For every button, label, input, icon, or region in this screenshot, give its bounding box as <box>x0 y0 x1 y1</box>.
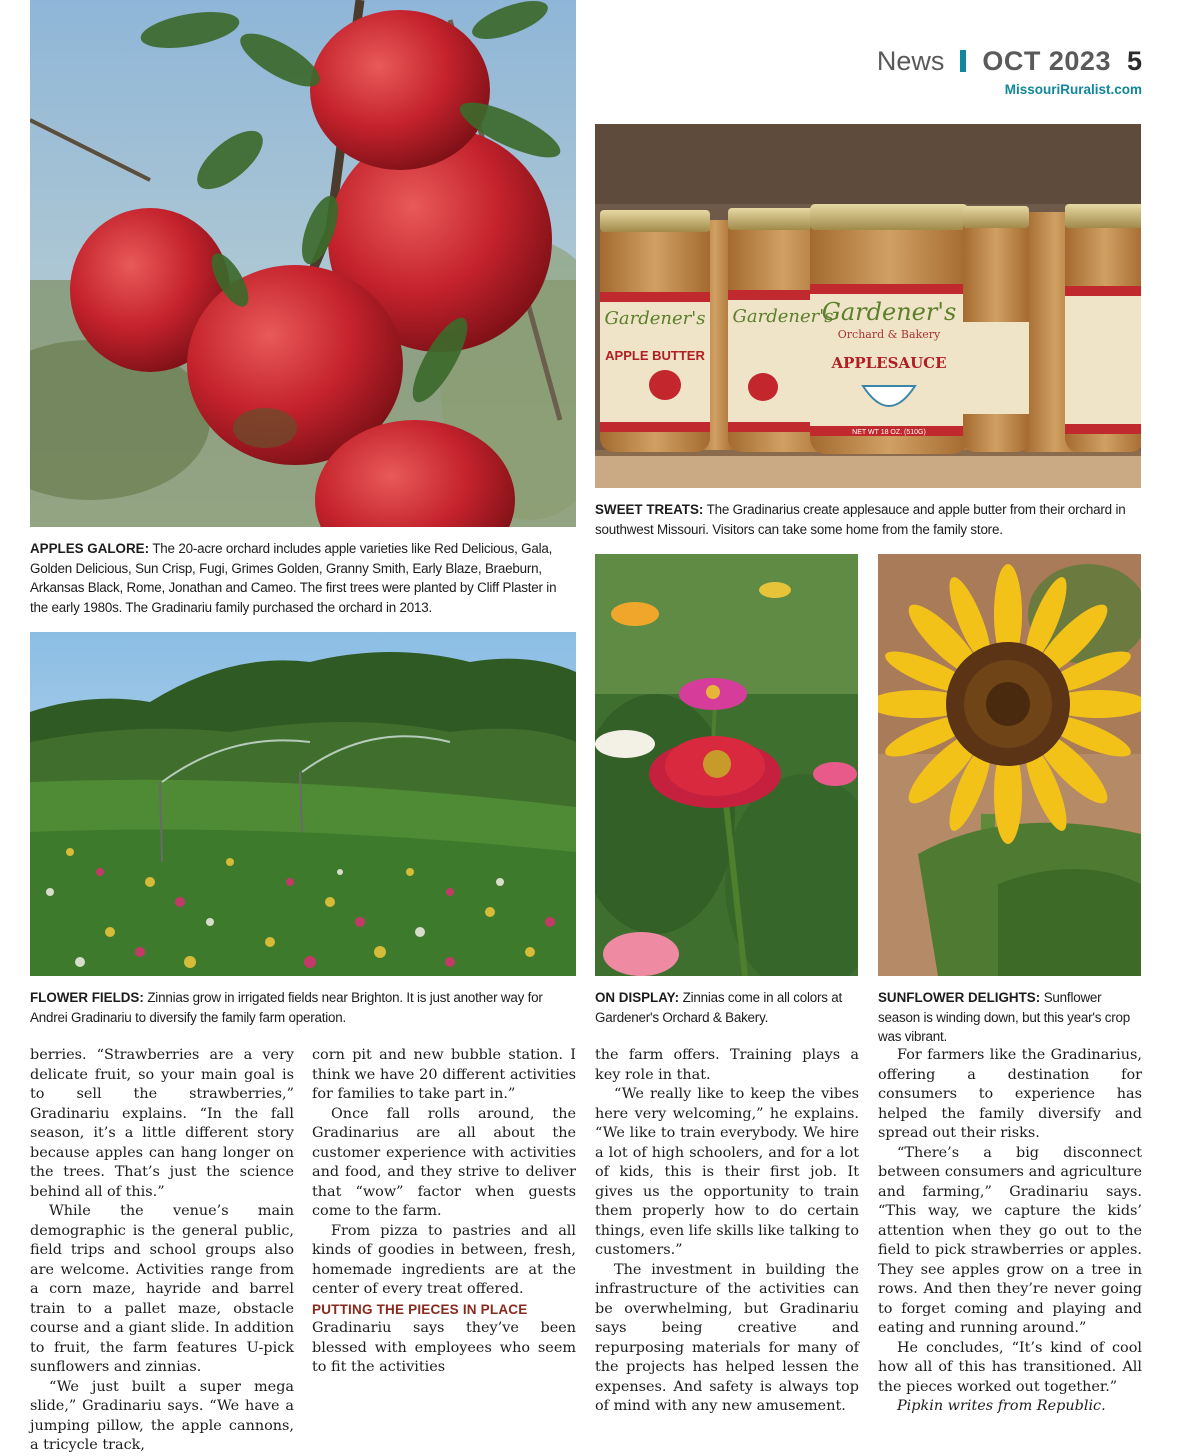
jar-net-wt: NET WT 18 OZ. (510G) <box>852 429 926 436</box>
page-header <box>877 44 1142 78</box>
jar-label-apple-butter: APPLE BUTTER <box>605 348 705 363</box>
section-label: News <box>876 45 945 76</box>
paragraph: He concludes, “It’s kind of cool how all of this has transitioned. All the pieces worked out together.” <box>878 1339 1142 1395</box>
paragraph: berries. “Strawberries are a very delicate fruit, so your main goal is to sell the strawberries,” Gradinariu explains. “In the fall season, it’s a little different story because apples can hang longer on the trees. That’s just the science behind all of this.” <box>30 1047 294 1200</box>
caption-apples-galore <box>30 539 576 617</box>
jar-brand-left: Gardener's <box>604 308 706 329</box>
jar-label-applesauce: APPLESAUCE <box>831 354 947 372</box>
paragraph: the farm offers. Training plays a key role in that. <box>595 1047 859 1083</box>
paragraph: For farmers like the Gradinarius, offering a destination for consumers to experience has helped the family diversify and spread out their risks. <box>878 1047 1142 1141</box>
caption-flower-fields <box>30 988 576 1027</box>
article-column-3 <box>595 1046 859 1417</box>
jar-brand-mid: Gardener's <box>732 306 834 327</box>
header-divider <box>960 50 966 72</box>
apples-photo <box>30 0 576 527</box>
caption-text: The Gradinarius create applesauce and apple butter from their orchard in southwest Missouri. Visitors can take some home from the family store. <box>595 502 1126 537</box>
caption-lead: SWEET TREATS: <box>595 502 704 517</box>
caption-text: Zinnias grow in irrigated fields near Brighton. It is just another way for Andrei Gradinariu to diversify the family farm operation. <box>30 990 543 1025</box>
caption-text: Zinnias come in all colors at Gardener's Orchard & Bakery. <box>595 990 843 1025</box>
caption-sweet-treats <box>595 500 1141 539</box>
paragraph: Gradinariu says they’ve been blessed with employees who seem to fit the activities <box>312 1320 576 1375</box>
article-column-2 <box>312 1046 576 1378</box>
issue-date: OCT 2023 <box>982 45 1111 76</box>
paragraph: “We really like to keep the vibes here very welcoming,” he explains. “We like to train everybody. We hire a lot of high schoolers, and for a lot of kids, this is their first job. It gives us the opportunity to train them properly how to do certain things, even life skills like talking to customers.” <box>595 1086 859 1258</box>
jars-photo <box>595 124 1141 488</box>
paragraph: corn pit and new bubble station. I think we have 20 different activities for families to take part in.” <box>312 1047 576 1102</box>
article-column-1 <box>30 1046 294 1456</box>
paragraph: While the venue’s main demographic is the general public, field trips and school groups also are welcome. Activities range from a corn maze, hayride and barrel train to a pallet maze, obstacle course and a giant slide. In addition to fruit, the farm features U-pick sunflowers and zinnias. <box>30 1203 294 1375</box>
jar-brand-center: Gardener's <box>821 298 957 326</box>
caption-lead: SUNFLOWER DELIGHTS: <box>878 990 1041 1005</box>
paragraph: Once fall rolls around, the Gradinarius are all about the customer experience with activities and food, and they strive to deliver that “wow” factor when guests come to the farm. <box>312 1105 576 1219</box>
caption-text: The 20-acre orchard includes apple varieties like Red Delicious, Gala, Golden Delicious, Sun Crisp, Fugi, Grimes Golden, Granny Smith, Early Blaze, Braeburn, Arkansas Black, Rome, Jonathan and Cameo. The first trees were planted by Cliff Plaster in the early 1980s. The Gradinariu family purchased the orchard in 2013. <box>30 541 557 615</box>
author-byline: Pipkin writes from Republic. <box>897 1398 1106 1414</box>
subhead: PUTTING THE PIECES IN PLACE <box>312 1301 528 1317</box>
caption-sunflower-delights <box>878 988 1141 1047</box>
caption-lead: APPLES GALORE: <box>30 541 150 556</box>
sunflower-photo <box>878 554 1141 976</box>
page-number: 5 <box>1126 45 1142 76</box>
paragraph: From pizza to pastries and all kinds of goodies in between, fresh, homemade ingredients are at the center of every treat offered. <box>312 1222 576 1297</box>
paragraph: “There’s a big disconnect between consumers and agriculture and farming,” Gradinariu says. “This way, we capture the kids’ attention when they go out to the field to pick strawberries or apples. They see apples grow on a tree in rows. And then they’re never going to forget coming and playing and eating and running around.” <box>878 1144 1142 1336</box>
caption-on-display <box>595 988 858 1027</box>
jar-brand-sub: Orchard & Bakery <box>837 328 941 341</box>
website-link[interactable]: MissouriRuralist.com <box>1004 82 1142 97</box>
article-column-4 <box>878 1046 1142 1417</box>
zinnias-photo <box>595 554 858 976</box>
caption-lead: FLOWER FIELDS: <box>30 990 144 1005</box>
caption-text: Sunflower season is winding down, but this year's crop was vibrant. <box>878 990 1131 1044</box>
paragraph: The investment in building the infrastructure of the activities can be overwhelming, but Gradinariu says being creative and repurposing materials for many of the projects has helped lessen the expenses. And safety is always top of mind with any new amusement. <box>595 1261 859 1414</box>
caption-lead: ON DISPLAY: <box>595 990 680 1005</box>
flower-fields-photo <box>30 632 576 976</box>
paragraph: “We just built a super mega slide,” Gradinariu says. “We have a jumping pillow, the apple cannons, a tricycle track, <box>30 1378 294 1453</box>
